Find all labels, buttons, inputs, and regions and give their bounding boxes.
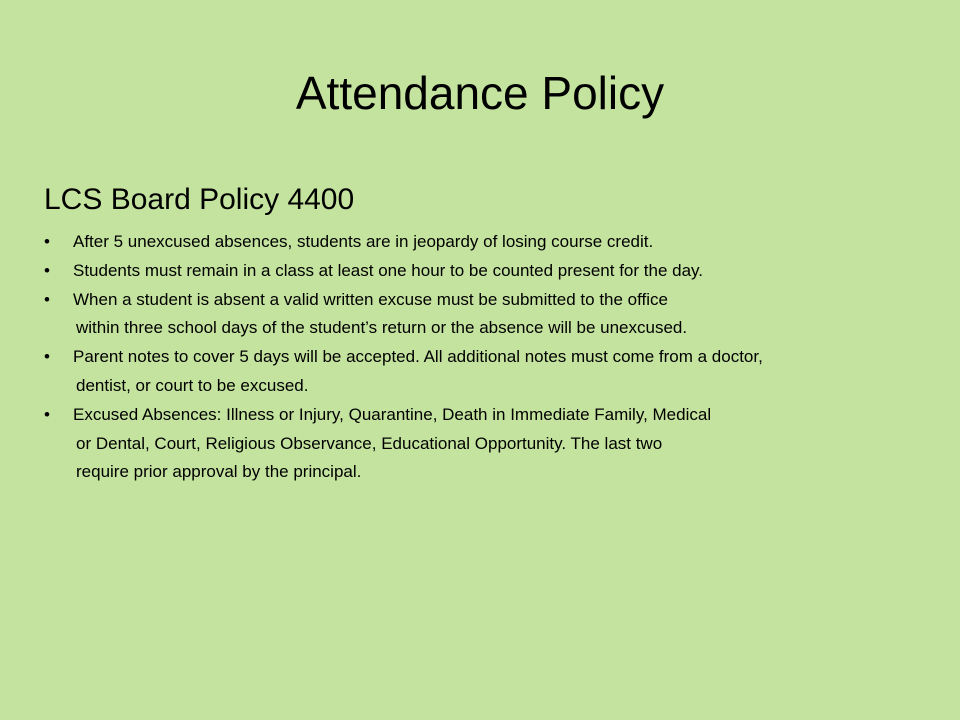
- bullet-text: When a student is absent a valid written excuse must be submitted to the office: [73, 289, 669, 309]
- bullet-text: or Dental, Court, Religious Observance, Educational Opportunity. The last two: [76, 433, 663, 453]
- bullet-text: dentist, or court to be excused.: [76, 375, 309, 395]
- bullet-text: Excused Absences: Illness or Injury, Quarantine, Death in Immediate Family, Medical: [73, 404, 712, 424]
- bullet-text: within three school days of the student’s return or the absence will be unexcused.: [76, 318, 688, 338]
- bullet-text: Parent notes to cover 5 days will be accepted. All additional notes must come from a doctor,: [73, 347, 763, 367]
- bullet-item: [44, 228, 960, 257]
- bullet-continuation: [44, 372, 960, 401]
- bullet-marker: •: [44, 404, 50, 424]
- bullet-continuation: [44, 458, 960, 487]
- bullet-item: [44, 401, 960, 430]
- slide-title: Attendance Policy: [295, 67, 665, 119]
- bullet-marker: •: [44, 347, 50, 367]
- bullet-list: [44, 228, 960, 487]
- bullet-marker: •: [44, 232, 50, 251]
- bullet-marker: •: [44, 260, 50, 280]
- slide-subtitle: LCS Board Policy 4400: [44, 183, 355, 216]
- bullet-item: [44, 257, 960, 286]
- bullet-continuation: [44, 314, 960, 343]
- bullet-text: require prior approval by the principal.: [76, 462, 362, 482]
- bullet-item: [44, 286, 960, 315]
- bullet-text: Students must remain in a class at least one hour to be counted present for the day.: [73, 260, 703, 280]
- bullet-marker: •: [44, 289, 50, 309]
- bullet-text: After 5 unexcused absences, students are in jeopardy of losing course credit.: [73, 232, 654, 251]
- bullet-item: [44, 343, 960, 372]
- bullet-continuation: [44, 430, 960, 459]
